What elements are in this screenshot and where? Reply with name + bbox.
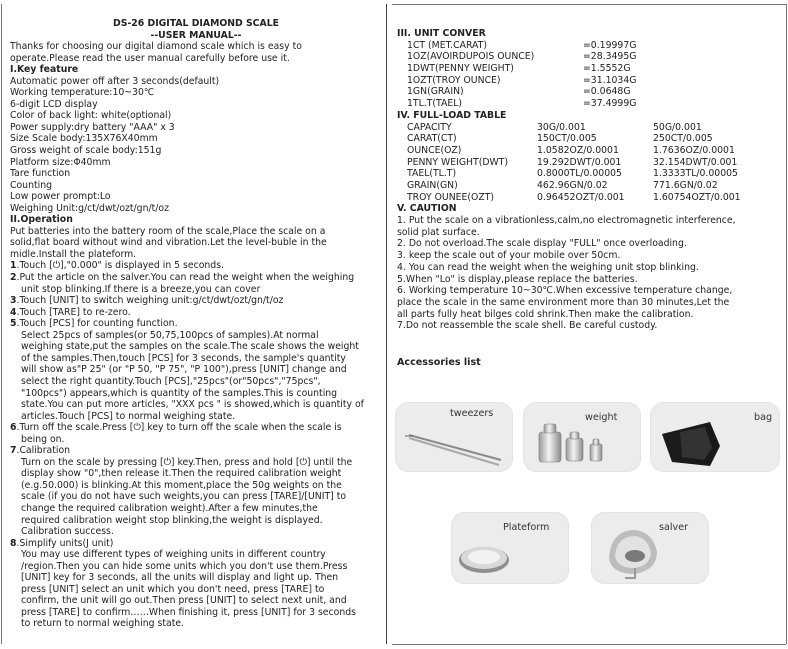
operation-step-line: change the required calibration weight).After a few minutes,the <box>21 502 318 514</box>
unit-name: 1TL.T(TAEL) <box>407 98 463 110</box>
caution-item: 7.Do not reassemble the scale shell. Be careful custody. <box>397 320 658 332</box>
accessory-label: tweezers <box>450 408 494 419</box>
load-value-50g: 1.3333TL/0.00005 <box>653 168 738 180</box>
feature-item: Tare function <box>10 168 71 180</box>
feature-item: Counting <box>10 179 52 191</box>
load-row <box>397 133 785 145</box>
key-feature-heading: I.Key feature <box>10 64 79 76</box>
operation-intro-line: Put batteries into the battery room of the scale,Place the scale on a <box>10 225 326 237</box>
full-load-heading: IV. FULL-LOAD TABLE <box>397 109 507 121</box>
operation-step-line: 2.Put the article on the salver.You can read the weight when the weighing <box>10 272 355 284</box>
load-value-30g: 19.292DWT/0.001 <box>537 156 622 168</box>
accessory-card-plateform <box>451 512 569 584</box>
load-name: CAPACITY <box>407 121 452 133</box>
operation-step-line: You may use different types of weighing units in different country <box>21 549 326 561</box>
load-row <box>397 122 785 134</box>
operation-step-line: "100pcs") appears,which is quantity of the samples.This is counting <box>21 387 338 399</box>
load-row <box>397 157 785 169</box>
operation-step-line: 4.Touch [TARE] to re-zero. <box>10 306 131 318</box>
operation-step-line: 7.Calibration <box>10 445 71 457</box>
right-page <box>391 0 788 649</box>
operation-steps <box>10 260 382 630</box>
load-name: PENNY WEIGHT(DWT) <box>407 156 508 168</box>
caution-item: place the scale in the same environment more than 30 minutes,Let the <box>397 296 730 308</box>
operation-step-line: Turn on the scale by pressing [⏻] key.Then, press and hold [⏻] until the <box>21 456 353 468</box>
load-value-30g: 30G/0.001 <box>537 121 586 133</box>
operation-step-line: 1.Touch [⏻],"0.000" is displayed in 5 seconds. <box>10 260 224 272</box>
feature-item: Automatic power off after 3 seconds(default) <box>10 75 220 87</box>
load-row <box>397 180 785 192</box>
load-value-30g: 1.0582OZ/0.0001 <box>537 144 619 156</box>
operation-step-line: Select 25pcs of samples(or 50,75,100pcs of samples).At normal <box>21 329 319 341</box>
operation-step-line: of the samples.Then,touch [PCS] for 3 seconds, the sample's quantity <box>21 352 346 364</box>
operation-intro <box>10 226 382 261</box>
unit-value: =1.5552G <box>583 63 631 75</box>
unit-row <box>397 40 785 52</box>
operation-step-line: Calibration success. <box>21 526 114 538</box>
load-name: TROY OUNEE(OZT) <box>407 191 495 203</box>
load-row <box>397 168 785 180</box>
step-number: 6 <box>10 422 17 434</box>
load-row <box>397 192 785 204</box>
load-value-30g: 462.96GN/0.02 <box>537 179 608 191</box>
weight-set-icon <box>523 402 641 472</box>
operation-step-line: 3.Touch [UNIT] to switch weighing unit:g/ct/dwt/ozt/gn/t/oz <box>10 295 284 307</box>
load-value-50g: 771.6GN/0.02 <box>653 179 718 191</box>
accessory-card-bag <box>650 402 780 472</box>
unit-row <box>397 86 785 98</box>
operation-step <box>10 260 382 272</box>
unit-value: =0.0648G <box>583 86 631 98</box>
operation-step <box>10 307 382 319</box>
accessory-label: Plateform <box>503 522 550 533</box>
accessory-card-weight <box>523 402 641 472</box>
caution-item: 1. Put the scale on a vibrationless,calm,no electromagnetic interference, <box>397 215 736 227</box>
caution-item: 5.When "Lo" is display,please replace the batteries. <box>397 273 638 285</box>
load-name: GRAIN(GN) <box>407 179 458 191</box>
operation-step-line: select the right quantity.Touch [PCS],"25pcs"(or"50pcs","75pcs", <box>21 375 321 387</box>
caution-item: 3. keep the scale out of your mobile over 50cm. <box>397 250 621 262</box>
operation-step-line: 6.Turn off the scale.Press [⏻] key to turn off the scale when the scale is <box>10 422 342 434</box>
step-number: 8 <box>10 537 17 549</box>
step-number: 3 <box>10 295 17 307</box>
operation-step-line: press [UNIT] select an unit which you don't need, press [TARE] to <box>21 583 325 595</box>
load-row <box>397 145 785 157</box>
operation-step-line: (e.g.50.000) is blinking.At this moment,place the 50g weights on the <box>21 479 342 491</box>
caution-heading: V. CAUTION <box>397 203 457 215</box>
feature-item: 6-digit LCD display <box>10 98 98 110</box>
operation-step-line: 8.Simplify units(J unit) <box>10 537 114 549</box>
operation-step <box>10 538 382 630</box>
unit-value: =0.19997G <box>583 39 637 51</box>
step-number: 5 <box>10 318 17 330</box>
unit-value: =37.4999G <box>583 98 637 110</box>
operation-step <box>10 445 382 537</box>
unit-name: 1GN(GRAIN) <box>407 86 464 98</box>
accessory-card-salver <box>591 512 709 584</box>
load-name: TAEL(TL.T) <box>407 168 457 180</box>
feature-item: Color of back light: white(optional) <box>10 110 172 122</box>
load-value-50g: 1.7636OZ/0.0001 <box>653 144 735 156</box>
operation-intro-line: solid,flat board without wind and vibration.Let the level-buble in the <box>10 237 327 249</box>
operation-step-line: 5.Touch [PCS] for counting function. <box>10 318 178 330</box>
left-page-text <box>10 18 382 630</box>
caution-item: 4. You can read the weight when the weighing unit stop blinking. <box>397 261 699 273</box>
step-number: 2 <box>10 272 17 284</box>
accessory-label: weight <box>585 412 618 423</box>
unit-name: 1DWT(PENNY WEIGHT) <box>407 63 514 75</box>
load-value-50g: 50G/0.001 <box>653 121 702 133</box>
operation-step-line: [UNIT] key for 3 seconds, all the units will display and light up. Then <box>21 572 339 584</box>
feature-item: Power supply:dry battery "AAA" x 3 <box>10 121 175 133</box>
operation-step <box>10 272 382 295</box>
caution-list <box>397 215 785 332</box>
operation-step-line: will show as"P 25" (or "P 50, "P 75", "P 100"),press [UNIT] change and <box>21 364 347 376</box>
step-number: 7 <box>10 445 17 457</box>
accessory-label: bag <box>754 412 773 423</box>
unit-name: 1OZ(AVOIRDUPOIS OUNCE) <box>407 51 535 63</box>
intro <box>10 41 382 64</box>
operation-step-line: articles.Touch [PCS] to normal weighing state. <box>21 410 236 422</box>
accessory-label: salver <box>659 522 689 533</box>
operation-step-line: confirm, the unit will go out.Then press [UNIT] to select next unit, and <box>21 595 347 607</box>
step-number: 4 <box>10 306 17 318</box>
feature-item: Working temperature:10~30℃ <box>10 87 155 99</box>
accessory-card-tweezers <box>395 402 513 472</box>
unit-name: 1OZT(TROY OUNCE) <box>407 74 501 86</box>
unit-value: =31.1034G <box>583 74 637 86</box>
operation-step-line: unit stop blinking.If there is a breeze,you can cover <box>21 283 261 295</box>
operation-step-line: state.You can put more articles, "XXX pcs " is showed,which is quantity of <box>21 399 364 411</box>
right-page-text <box>397 28 785 332</box>
load-name: CARAT(CT) <box>407 133 457 145</box>
operation-step-line: display show "0",then release it.Then the required calibration weight <box>21 468 342 480</box>
unit-value: =28.3495G <box>583 51 637 63</box>
operation-step-line: press [TARE] to confirm……When finishing it, press [UNIT] for 3 seconds <box>21 606 356 618</box>
salver-icon <box>591 512 709 584</box>
unit-row <box>397 98 785 110</box>
operation-step <box>10 318 382 422</box>
load-value-50g: 1.60754OZT/0.001 <box>653 191 741 203</box>
feature-list <box>10 76 382 215</box>
load-name: OUNCE(OZ) <box>407 144 462 156</box>
unit-conversion-heading: III. UNIT CONVER <box>397 28 486 39</box>
operation-intro-line: midle.Install the plateform. <box>10 248 137 260</box>
load-value-50g: 32.154DWT/0.001 <box>653 156 738 168</box>
left-page <box>0 0 385 649</box>
operation-step-line: scale (if you do not have such weights,you can press [TARE]/[UNIT] to <box>21 491 347 503</box>
caution-item: 6. Working temperature 10~30℃.When excessive temperature change, <box>397 285 733 297</box>
load-value-30g: 150CT/0.005 <box>537 133 597 145</box>
operation-step-line: weighing state,put the samples on the scale.The scale shows the weight <box>21 341 359 353</box>
operation-step-line: being on. <box>21 433 65 445</box>
operation-step-line: /region.Then you can hide some units which you don't use them.Press <box>21 560 348 572</box>
feature-item: Low power prompt:Lo <box>10 191 111 203</box>
feature-item: Gross weight of scale body:151g <box>10 145 162 157</box>
manual-title: DS-26 DIGITAL DIAMOND SCALE <box>113 18 279 29</box>
unit-name: 1CT (MET.CARAT) <box>407 39 487 51</box>
accessories-heading: Accessories list <box>397 357 481 368</box>
unit-conversion-table <box>397 40 785 110</box>
operation-step <box>10 295 382 307</box>
load-value-50g: 250CT/0.005 <box>653 133 713 145</box>
unit-row <box>397 63 785 75</box>
feature-item: Platform size:Φ40mm <box>10 156 111 168</box>
caution-item: solid plat surface. <box>397 226 480 238</box>
page-divider <box>386 4 387 644</box>
load-value-30g: 0.8000TL/0.00005 <box>537 168 622 180</box>
intro-line: operate.Please read the user manual carefully before use it. <box>10 52 290 64</box>
operation-step <box>10 422 382 445</box>
operation-heading: II.Operation <box>10 214 73 226</box>
unit-row <box>397 51 785 63</box>
caution-item: all parts fully heat bilges cold shrink.Then make the calibration. <box>397 308 694 320</box>
full-load-table <box>397 122 785 204</box>
feature-item: Size Scale body:135X76X40mm <box>10 133 158 145</box>
unit-row <box>397 75 785 87</box>
manual-subtitle: --USER MANUAL-- <box>150 29 242 41</box>
load-value-30g: 0.96452OZT/0.001 <box>537 191 625 203</box>
operation-step-line: required calibration weight stop blinking,the weight is displayed. <box>21 514 323 526</box>
feature-item: Weighing Unit:g/ct/dwt/ozt/gn/t/oz <box>10 202 169 214</box>
operation-step-line: to return to normal weighing state. <box>21 618 185 630</box>
caution-item: 2. Do not overload.The scale display "FULL" once overloading. <box>397 238 687 250</box>
step-number: 1 <box>10 260 17 272</box>
intro-line: Thanks for choosing our digital diamond scale which is easy to <box>10 41 302 53</box>
